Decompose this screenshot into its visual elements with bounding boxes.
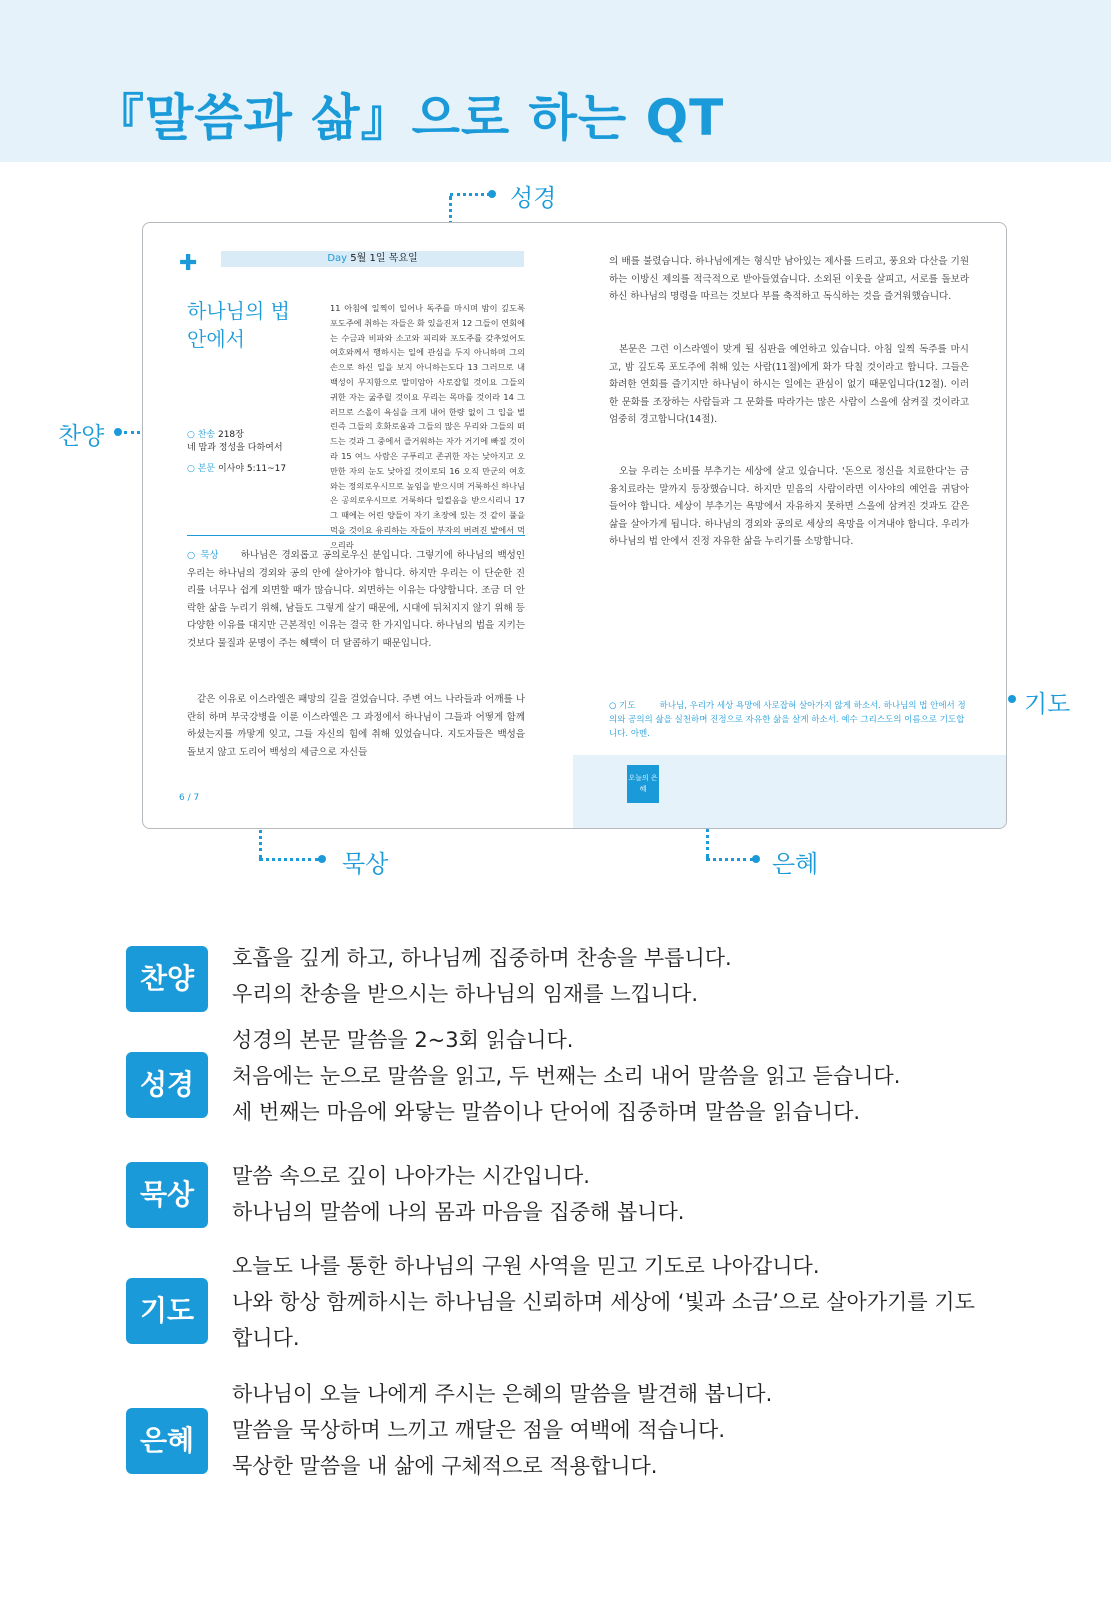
hymn-tag: ○ 찬송 [187, 430, 216, 440]
legend-text-grace: 하나님이 오늘 나에게 주시는 은혜의 말씀을 발견해 봅니다. 말씀을 묵상하며 느끼고 깨달은 점을 여백에 적습니다. 묵상한 말씀을 내 삶에 구체적으로 적용합니다. [232, 1382, 773, 1478]
scripture-text: 11 아침에 일찍이 일어나 독주를 마시며 밤이 깊도록 포도주에 취하는 자들은 화 있을진저 12 그들이 연회에는 수금과 비파와 소고와 피리와 포도주를 갖추었어도 여호와께서 행하시는 일에 관심을 두지 아니하며 그의 손으로 하신 일을 보지 아니하는도다 13 그러므로 내 백성이 무지함으로 말미암아 사로잡힐 것이요 그들의 귀한 자는 굶주릴 것이요 무리는 목마를 것이라 14 그러므로 스올이 욕심을 크게 내어 한량 없이 그 입을 벌린즉 그들의 호화로움과 그들의 많은 무리와 그들의 떠드는 것과 그 중에서 즐거워하는 자가 거기에 빠질 것이라 15 여느 사람은 구푸리고 존귀한 자는 낮아지고 오만한 자의 눈도 낮아질 것이로되 16 오직 만군의 여호와는 정의로우시므로 높임을 받으시며 거룩하신 하나님은 공의로우시므로 거룩하다 일컬음을 받으시리니 17 그 때에는 어린 양들이 자기 초장에 있는 것 같이 풀을 먹을 것이요 유리하는 자들이 부자의 버려진 밭에서 먹으리라 [330, 303, 525, 550]
legend-text-prayer: 오늘도 나를 통한 하나님의 구원 사역을 믿고 기도로 나아갑니다. 나와 항상 함께하시는 하나님을 신뢰하며 세상에 ‘빛과 소금’으로 살아가기를 기도 합니다. [232, 1254, 975, 1350]
grace-callout-dot [752, 855, 760, 863]
callout-praise: 찬양 [58, 422, 105, 450]
prayer-text: 하나님, 우리가 세상 욕망에 사로잡혀 살아가지 않게 하소서. 하나님의 법 안에서 정의와 공의의 삶을 실천하며 진정으로 자유한 삶을 살게 하소서. 예수 그리스도의 이름으로 기도합니다. 아멘. [609, 701, 966, 739]
scripture-callout-dot [488, 190, 496, 198]
badge-prayer: 기도 [126, 1278, 208, 1344]
meditation-paragraph-2: 같은 이유로 이스라엘은 패망의 길을 걸었습니다. 주변 여느 나라들과 어깨를 나란히 하며 부국강병을 이룬 이스라엘은 그 과정에서 하나님이 그들과 어떻게 함께하셨는지를 까맣게 잊고, 그들 자신의 힘에 취해 있었습니다. 지도자들은 백성을 돌보지 않고 도리어 백성의 세금으로 자신들 [187, 694, 525, 758]
hymn-info [187, 429, 283, 455]
badge-meditation: 묵상 [126, 1162, 208, 1228]
section-divider [187, 535, 525, 536]
legend-text-scripture: 성경의 본문 말씀을 2~3회 읽습니다. 처음에는 눈으로 말씀을 읽고, 두 번째는 소리 내어 말씀을 읽고 듣습니다. 세 번째는 마음에 와닿는 말씀이나 단어에 집중하며 말씀을 읽습니다. [232, 1028, 901, 1124]
prayer-tag: ○ 기도 [609, 701, 636, 711]
legend-text-praise: 호흡을 깊게 하고, 하나님께 집중하며 찬송을 부릅니다. 우리의 찬송을 받으시는 하나님의 임재를 느낍니다. [232, 946, 732, 1006]
text-info [187, 463, 286, 476]
meditation-callout-line [259, 858, 319, 861]
text-ref: 이사야 5:11~17 [217, 464, 287, 474]
page-number: 6 / 7 [179, 793, 200, 803]
text-tag: ○ 본문 [187, 464, 216, 474]
callout-scripture: 성경 [510, 184, 557, 212]
right-paragraph-3: 오늘 우리는 소비를 부추기는 세상에 살고 있습니다. '돈으로 정신을 치료한다'는 금융치료라는 말까지 등장했습니다. 하지만 믿음의 사람이라면 이사야의 예언을 귀담아 들어야 합니다. 세상이 부추기는 욕망에서 자유하지 못하면 스올에 삼켜진 것과도 같은 삶을 살아가게 됩니다. 하나님의 경외와 공의로 세상의 욕망을 이겨내야 합니다. 우리가 하나님의 법 안에서 진정 자유한 삶을 누리기를 소망합니다. [609, 466, 969, 548]
praise-callout-dot [114, 428, 122, 436]
day-label: Day [327, 253, 348, 264]
sample-page-spread [142, 222, 1007, 829]
callout-grace: 은혜 [772, 850, 819, 878]
scripture-callout-line [450, 193, 490, 196]
meditation-callout-dot [318, 855, 326, 863]
page-header [0, 0, 1111, 162]
page-title: 『말씀과 삶』으로 하는 QT [94, 89, 725, 147]
hymn-title: 네 맘과 정성을 다하여서 [187, 443, 283, 453]
right-paragraph-2: 본문은 그런 이스라엘이 맞게 될 심판을 예언하고 있습니다. 아침 일찍 독주를 마시고, 밤 깊도록 포도주에 취해 있는 사람(11절)에게 화가 닥칠 것이라고 합니다. 그들은 화려한 연회를 즐기지만 하나님이 하시는 일에는 관심이 없기 때문입니다(12절). 이러한 문화를 조장하는 사람들과 그 문화를 따라가는 많은 사람이 스올에 삼켜질 것이라고 엄중히 경고합니다(14절). [609, 344, 969, 426]
right-paragraph-1: 의 배를 불렸습니다. 하나님에게는 형식만 남아있는 제사를 드리고, 풍요와 다산을 기원하는 이방신 제의를 적극적으로 받아들였습니다. 소외된 이웃을 살피고, 서로를 돌보라 하신 하나님의 명령을 따르는 것보다 부를 축적하고 독식하는 것을 즐거워했습니다. [609, 256, 969, 303]
hymn-number: 218장 [217, 430, 244, 440]
callout-prayer: 기도 [1024, 690, 1071, 718]
grace-area [573, 755, 1007, 829]
prayer-callout-dot [1008, 695, 1016, 703]
grace-callout-line [706, 858, 754, 861]
lesson-title: 하나님의 법 안에서 [187, 299, 290, 351]
badge-scripture: 성경 [126, 1052, 208, 1118]
qt-logo-icon: ✚ [179, 251, 198, 276]
legend-text-meditation: 말씀 속으로 깊이 나아가는 시간입니다. 하나님의 말씀에 나의 몸과 마음을 집중해 봅니다. [232, 1164, 685, 1224]
day-date: 5월 1일 목요일 [350, 253, 418, 264]
meditation-tag: ○ 묵상 [187, 550, 219, 561]
badge-praise: 찬양 [126, 946, 208, 1012]
badge-grace: 은혜 [126, 1408, 208, 1474]
prayer-section [609, 699, 969, 741]
meditation-paragraph-1: ○ 묵상 하나님은 경외롭고 공의로우신 분입니다. 그렇기에 하나님의 백성인 우리는 하나님의 경외와 공의 안에 살아가야 합니다. 하지만 우리는 이 단순한 진리를 너무나 쉽게 외면할 때가 많습니다. 외면하는 이유는 다양합니다. 조금 더 안락한 삶을 누리기 위해, 남들도 그렇게 살기 때문에, 시대에 뒤처지지 않기 위해 등 다양한 이유를 대지만 근본적인 이유는 결국 한 가지입니다. 하나님의 법을 지키는 것보다 물질과 문명이 주는 혜택이 더 달콤하기 때문입니다. [187, 550, 525, 649]
grace-label: 오늘의 은혜 [627, 765, 659, 803]
day-bar [221, 251, 524, 267]
callout-meditation: 묵상 [342, 850, 389, 878]
